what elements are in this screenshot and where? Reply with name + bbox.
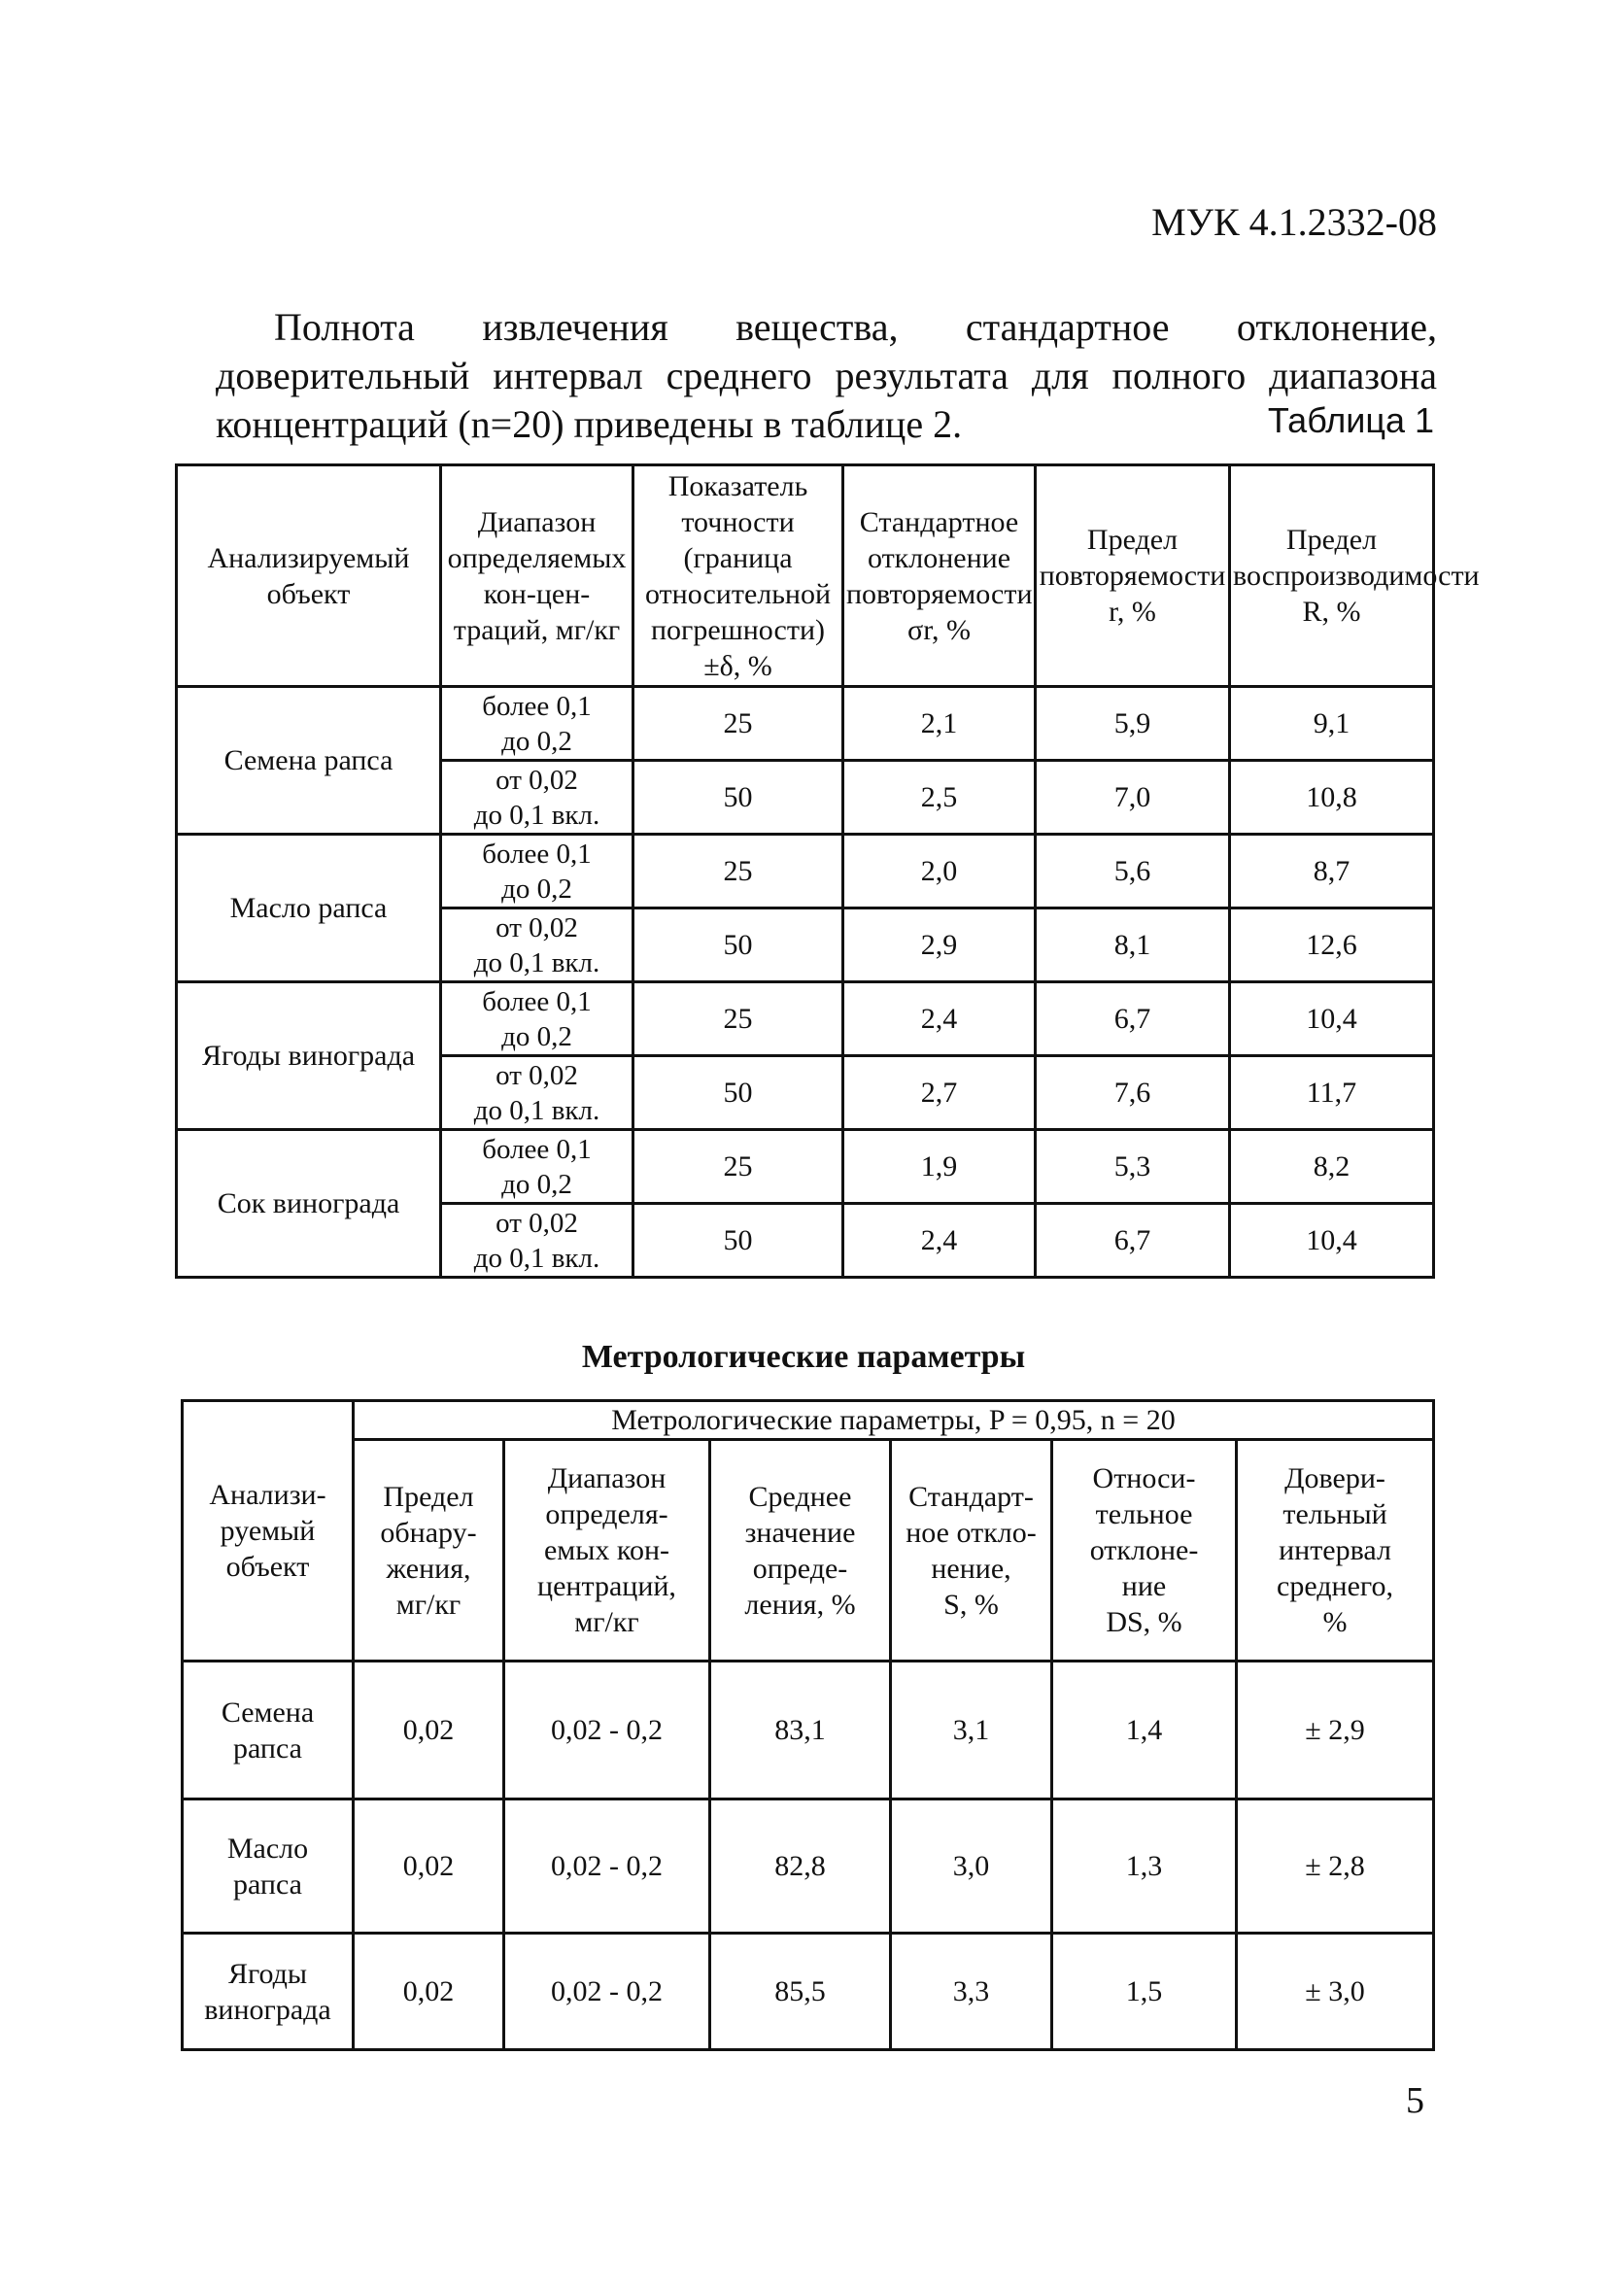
object-cell: Масло рапса bbox=[183, 1799, 354, 1934]
repeatability-cell: 6,7 bbox=[1036, 1204, 1230, 1278]
repeatability-cell: 7,6 bbox=[1036, 1056, 1230, 1130]
table2-header-lod: Предел обнару- жения, мг/кг bbox=[354, 1440, 504, 1662]
mean-cell: 83,1 bbox=[710, 1662, 891, 1799]
range-cell: от 0,02 до 0,1 вкл. bbox=[441, 908, 633, 982]
delta-cell: 50 bbox=[633, 761, 843, 835]
range-cell: от 0,02 до 0,1 вкл. bbox=[441, 761, 633, 835]
ds-cell: 1,3 bbox=[1052, 1799, 1237, 1934]
sigma-cell: 2,9 bbox=[843, 908, 1036, 982]
table1-body bbox=[177, 687, 1434, 1278]
repeatability-cell: 5,6 bbox=[1036, 835, 1230, 908]
delta-cell: 25 bbox=[633, 835, 843, 908]
sigma-cell: 2,4 bbox=[843, 1204, 1036, 1278]
table2-caption: Метрологические параметры bbox=[581, 1339, 1026, 1375]
table2-header-row bbox=[183, 1440, 1434, 1662]
table2-header-s: Стандарт- ное откло- нение, S, % bbox=[891, 1440, 1052, 1662]
table-row bbox=[177, 835, 1434, 908]
reproducibility-cell: 12,6 bbox=[1230, 908, 1434, 982]
object-cell: Ягоды винограда bbox=[183, 1934, 354, 2050]
table1-header-row bbox=[177, 465, 1434, 687]
table2-group-header: Метрологические параметры, P = 0,95, n = 20 bbox=[354, 1401, 1434, 1440]
repeatability-cell: 5,9 bbox=[1036, 687, 1230, 761]
sigma-cell: 2,4 bbox=[843, 982, 1036, 1056]
range-cell: от 0,02 до 0,1 вкл. bbox=[441, 1204, 633, 1278]
reproducibility-cell: 10,4 bbox=[1230, 1204, 1434, 1278]
table2-header-ci: Довери- тельный интервал среднего, % bbox=[1237, 1440, 1434, 1662]
delta-cell: 50 bbox=[633, 908, 843, 982]
ci-cell: ± 2,8 bbox=[1237, 1799, 1434, 1934]
sigma-cell: 2,1 bbox=[843, 687, 1036, 761]
range-cell: более 0,1 до 0,2 bbox=[441, 687, 633, 761]
reproducibility-cell: 10,8 bbox=[1230, 761, 1434, 835]
table1-header-range: Диапазон определяемых кон-цен-траций, мг/кг bbox=[441, 465, 633, 687]
range-cell: 0,02 - 0,2 bbox=[504, 1799, 710, 1934]
ds-cell: 1,5 bbox=[1052, 1934, 1237, 2050]
table1-label: Таблица 1 bbox=[1267, 400, 1434, 440]
table2-header-object: Анализи- руемый объект bbox=[183, 1401, 354, 1662]
object-cell: Ягоды винограда bbox=[177, 982, 441, 1130]
object-cell: Масло рапса bbox=[177, 835, 441, 982]
delta-cell: 25 bbox=[633, 1130, 843, 1204]
range-cell: 0,02 - 0,2 bbox=[504, 1662, 710, 1799]
table-row bbox=[183, 1799, 1434, 1934]
page-number: 5 bbox=[1406, 2080, 1424, 2121]
sigma-cell: 2,0 bbox=[843, 835, 1036, 908]
sigma-cell: 2,7 bbox=[843, 1056, 1036, 1130]
object-cell: Сок винограда bbox=[177, 1130, 441, 1278]
range-cell: более 0,1 до 0,2 bbox=[441, 982, 633, 1056]
ci-cell: ± 3,0 bbox=[1237, 1934, 1434, 2050]
s-cell: 3,3 bbox=[891, 1934, 1052, 2050]
table1-header-repeatability: Предел повторяемости r, % bbox=[1036, 465, 1230, 687]
delta-cell: 50 bbox=[633, 1204, 843, 1278]
s-cell: 3,1 bbox=[891, 1662, 1052, 1799]
table1-header-sigma: Стандартное отклонение повторяемости σr, % bbox=[843, 465, 1036, 687]
delta-cell: 25 bbox=[633, 982, 843, 1056]
sigma-cell: 2,5 bbox=[843, 761, 1036, 835]
delta-cell: 25 bbox=[633, 687, 843, 761]
repeatability-cell: 5,3 bbox=[1036, 1130, 1230, 1204]
document-code: МУК 4.1.2332-08 bbox=[1151, 200, 1437, 244]
mean-cell: 82,8 bbox=[710, 1799, 891, 1934]
reproducibility-cell: 11,7 bbox=[1230, 1056, 1434, 1130]
table-row bbox=[177, 982, 1434, 1056]
table-row bbox=[183, 1662, 1434, 1799]
lod-cell: 0,02 bbox=[354, 1662, 504, 1799]
ds-cell: 1,4 bbox=[1052, 1662, 1237, 1799]
reproducibility-cell: 9,1 bbox=[1230, 687, 1434, 761]
sigma-cell: 1,9 bbox=[843, 1130, 1036, 1204]
table1-header-reproducibility: Предел воспроизводимости R, % bbox=[1230, 465, 1434, 687]
table-row bbox=[183, 1934, 1434, 2050]
intro-paragraph: Полнота извлечения вещества, стандартное отклонение, доверительный интервал среднего результата для полного диапазона концентраций (n=20) приведены в таблице 2. bbox=[216, 305, 1437, 446]
delta-cell: 50 bbox=[633, 1056, 843, 1130]
table-row bbox=[177, 687, 1434, 761]
object-cell: Семена рапса bbox=[177, 687, 441, 835]
reproducibility-cell: 8,7 bbox=[1230, 835, 1434, 908]
metrology-table bbox=[181, 1399, 1435, 2051]
table1-header-object: Анализируемый объект bbox=[177, 465, 441, 687]
repeatability-cell: 6,7 bbox=[1036, 982, 1230, 1056]
table2-header-ds: Относи- тельное отклоне- ние DS, % bbox=[1052, 1440, 1237, 1662]
range-cell: 0,02 - 0,2 bbox=[504, 1934, 710, 2050]
mean-cell: 85,5 bbox=[710, 1934, 891, 2050]
lod-cell: 0,02 bbox=[354, 1799, 504, 1934]
repeatability-cell: 7,0 bbox=[1036, 761, 1230, 835]
table2-header-mean: Среднее значение опреде- ления, % bbox=[710, 1440, 891, 1662]
table2-body bbox=[183, 1662, 1434, 2050]
object-cell: Семена рапса bbox=[183, 1662, 354, 1799]
table1-header-delta: Показатель точности (граница относительной погрешности) ±δ, % bbox=[633, 465, 843, 687]
table-row bbox=[177, 1130, 1434, 1204]
reproducibility-cell: 10,4 bbox=[1230, 982, 1434, 1056]
precision-table bbox=[175, 463, 1480, 1279]
range-cell: более 0,1 до 0,2 bbox=[441, 835, 633, 908]
range-cell: от 0,02 до 0,1 вкл. bbox=[441, 1056, 633, 1130]
ci-cell: ± 2,9 bbox=[1237, 1662, 1434, 1799]
reproducibility-cell: 8,2 bbox=[1230, 1130, 1434, 1204]
table2-header-range: Диапазон определя- емых кон- центраций, мг/кг bbox=[504, 1440, 710, 1662]
s-cell: 3,0 bbox=[891, 1799, 1052, 1934]
repeatability-cell: 8,1 bbox=[1036, 908, 1230, 982]
range-cell: более 0,1 до 0,2 bbox=[441, 1130, 633, 1204]
lod-cell: 0,02 bbox=[354, 1934, 504, 2050]
table2-group-header-row bbox=[183, 1401, 1434, 1440]
